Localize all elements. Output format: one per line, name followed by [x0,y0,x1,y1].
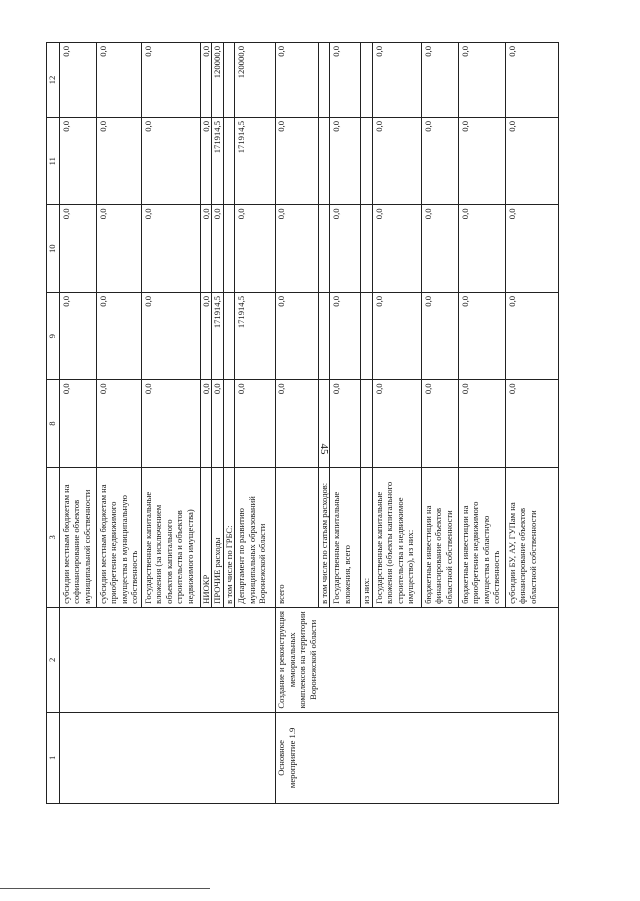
activity-name-cell [318,607,329,712]
value-cell-9: 0,0 [201,292,212,379]
table-row [235,43,276,804]
activity-code-cell [142,712,201,803]
activity-code-cell [97,712,142,803]
value-cell-11: 0,0 [201,118,212,205]
value-cell-8: 0,0 [60,380,97,467]
value-cell-10: 0,0 [276,205,318,292]
value-cell-11: 0,0 [97,118,142,205]
value-cell-9: 0,0 [97,292,142,379]
value-cell-9: 0,0 [276,292,318,379]
expense-item-cell: Государственные капитальные вложения (за исключением объектов капитального строительства и объектов недвижимого имущества) [142,467,201,607]
activity-name-cell [97,607,142,712]
activity-name-cell [372,607,421,712]
value-cell-9: 171914,5 [212,292,223,379]
table-row [276,43,318,804]
value-cell-10: 0,0 [505,205,558,292]
value-cell-11: 171914,5 [235,118,276,205]
value-cell-11 [361,118,372,205]
expense-item-cell: субсидии местным бюджетам на приобретение недвижимого имущества в муниципальную собственность [97,467,142,607]
value-cell-9: 0,0 [458,292,505,379]
activity-code-cell [60,712,97,803]
activity-name-cell [201,607,212,712]
expense-item-cell: субсидии местным бюджетам на софинансирование объектов муниципальной собственности [60,467,97,607]
value-cell-12: 0,0 [505,43,558,118]
expense-item-cell: ПРОЧИЕ расходы [212,467,223,607]
activity-name-cell [421,607,458,712]
activity-code-cell [235,712,276,803]
activity-name-cell [458,607,505,712]
value-cell-9: 0,0 [330,292,361,379]
value-cell-11: 0,0 [458,118,505,205]
activity-name-cell [60,607,97,712]
value-cell-10: 0,0 [330,205,361,292]
expense-item-cell: Государственные капитальные вложения, всего [330,467,361,607]
activity-code-cell [201,712,212,803]
activity-name-cell [142,607,201,712]
value-cell-12: 0,0 [142,43,201,118]
activity-code-cell [458,712,505,803]
value-cell-9 [361,292,372,379]
value-cell-9: 171914,5 [235,292,276,379]
header-cell: 2 [47,607,60,712]
value-cell-10: 0,0 [235,205,276,292]
value-cell-11 [223,118,234,205]
table-row [142,43,201,804]
activity-code-cell [505,712,558,803]
table-row [223,43,234,804]
value-cell-8: 0,0 [458,380,505,467]
value-cell-10: 0,0 [60,205,97,292]
value-cell-11 [318,118,329,205]
expense-item-cell: бюджетные инвестиции на приобретение недвижимого имущества в областную собственность [458,467,505,607]
activity-code-cell [330,712,361,803]
header-cell: 8 [47,380,60,467]
value-cell-8: 0,0 [235,380,276,467]
value-cell-11: 0,0 [330,118,361,205]
value-cell-8: 0,0 [372,380,421,467]
value-cell-9: 0,0 [372,292,421,379]
expense-item-cell: в том числе по ГРБС: [223,467,234,607]
expense-item-cell: Департамент по развитию муниципальных образований Воронежской области [235,467,276,607]
table-row [361,43,372,804]
value-cell-10 [318,205,329,292]
table-row [60,43,97,804]
value-cell-12: 0,0 [330,43,361,118]
value-cell-12: 120000,0 [212,43,223,118]
budget-table-rotated [46,42,558,804]
value-cell-8: 0,0 [505,380,558,467]
budget-table [46,42,559,804]
header-cell: 11 [47,118,60,205]
header-cell: 1 [47,712,60,803]
table-header-row [47,43,60,804]
expense-item-cell: НИОКР [201,467,212,607]
expense-item-cell: из них: [361,467,372,607]
activity-name-cell [223,607,234,712]
value-cell-8 [318,380,329,467]
activity-name-cell [212,607,223,712]
footer-rule [0,888,210,889]
activity-code-cell: Основное мероприятие 1.9 [276,712,318,803]
value-cell-10: 0,0 [201,205,212,292]
value-cell-12: 0,0 [458,43,505,118]
value-cell-8: 0,0 [142,380,201,467]
value-cell-11: 0,0 [60,118,97,205]
value-cell-11: 171914,5 [212,118,223,205]
value-cell-12: 0,0 [201,43,212,118]
value-cell-11: 0,0 [505,118,558,205]
value-cell-12: 0,0 [60,43,97,118]
value-cell-8 [223,380,234,467]
table-row [372,43,421,804]
activity-code-cell [372,712,421,803]
value-cell-10: 0,0 [142,205,201,292]
expense-item-cell: субсидии БУ, АУ, ГУПам на финансирование объектов областной собственности [505,467,558,607]
activity-name-cell [235,607,276,712]
value-cell-11: 0,0 [142,118,201,205]
value-cell-12: 0,0 [97,43,142,118]
value-cell-10: 0,0 [97,205,142,292]
value-cell-10: 0,0 [372,205,421,292]
activity-code-cell [361,712,372,803]
value-cell-8: 0,0 [97,380,142,467]
value-cell-10: 0,0 [458,205,505,292]
value-cell-8: 0,0 [276,380,318,467]
activity-name-cell [361,607,372,712]
value-cell-9: 0,0 [505,292,558,379]
value-cell-10 [361,205,372,292]
expense-item-cell: Государственные капитальные вложения (объекты капитального строительства и недвижимое имущество), из них: [372,467,421,607]
header-cell: 9 [47,292,60,379]
value-cell-12: 120000,0 [235,43,276,118]
table-row [212,43,223,804]
value-cell-12: 0,0 [421,43,458,118]
value-cell-8: 0,0 [421,380,458,467]
value-cell-8: 0,0 [201,380,212,467]
value-cell-12: 0,0 [372,43,421,118]
page-number: 45 [318,443,330,455]
value-cell-10: 0,0 [212,205,223,292]
table-row [458,43,505,804]
value-cell-9: 0,0 [421,292,458,379]
value-cell-10: 0,0 [421,205,458,292]
table-row [97,43,142,804]
table-row [421,43,458,804]
value-cell-9: 0,0 [142,292,201,379]
header-cell: 3 [47,467,60,607]
header-cell: 12 [47,43,60,118]
activity-name-cell: Создание и реконструкция мемориальных комплексов на территории Воронежской области [276,607,318,712]
value-cell-12 [361,43,372,118]
value-cell-11: 0,0 [421,118,458,205]
value-cell-9 [223,292,234,379]
expense-item-cell: всего [276,467,318,607]
activity-code-cell [421,712,458,803]
value-cell-11: 0,0 [276,118,318,205]
value-cell-9: 0,0 [60,292,97,379]
value-cell-8: 0,0 [212,380,223,467]
table-row [330,43,361,804]
value-cell-8 [361,380,372,467]
table-row [318,43,329,804]
activity-code-cell [318,712,329,803]
value-cell-12 [318,43,329,118]
header-cell: 10 [47,205,60,292]
value-cell-12: 0,0 [276,43,318,118]
activity-code-cell [212,712,223,803]
activity-name-cell [330,607,361,712]
value-cell-9 [318,292,329,379]
value-cell-11: 0,0 [372,118,421,205]
value-cell-10 [223,205,234,292]
activity-name-cell [505,607,558,712]
value-cell-12 [223,43,234,118]
value-cell-8: 0,0 [330,380,361,467]
table-row [201,43,212,804]
expense-item-cell: в том числе по статьям расходов: [318,467,329,607]
table-row [505,43,558,804]
activity-code-cell [223,712,234,803]
expense-item-cell: бюджетные инвестиции на финансирование объектов областной собственности [421,467,458,607]
